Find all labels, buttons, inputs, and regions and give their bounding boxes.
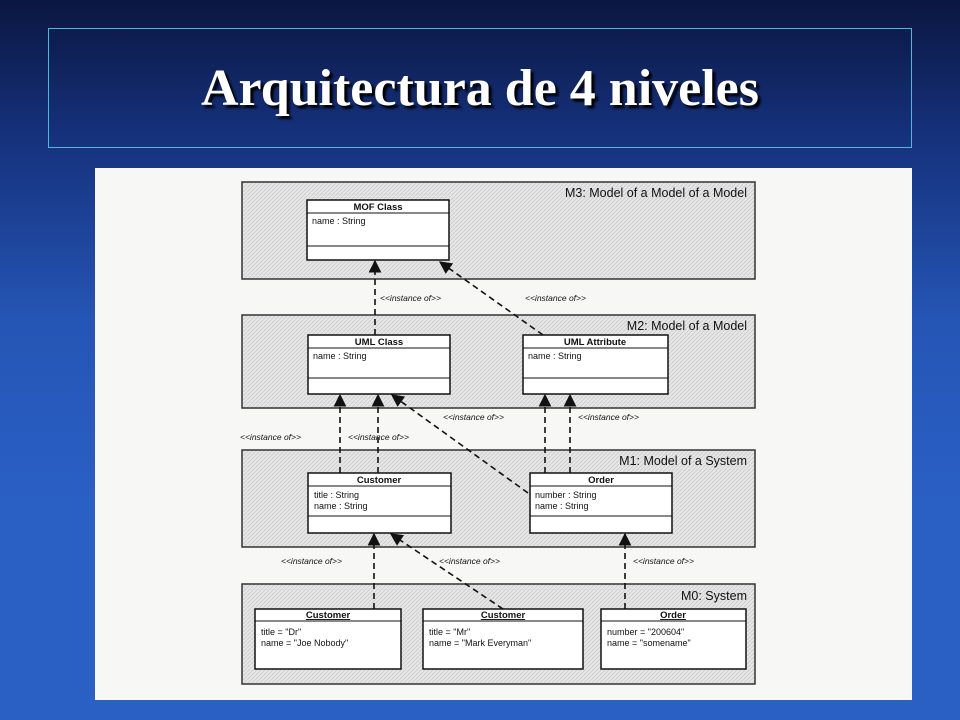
instance-of-label: <<instance of>>: [281, 556, 342, 566]
level-m3-label: M3: Model of a Model of a Model: [564, 186, 747, 200]
class-mof-class: [307, 200, 449, 260]
instance-of-label: <<instance of>>: [240, 432, 301, 442]
level-m0-label: M0: System: [681, 589, 747, 603]
object-customer-mr: [423, 609, 583, 669]
object-order: [601, 609, 746, 669]
object-slot: name = "somename": [607, 638, 691, 648]
class-name: MOF Class: [353, 202, 403, 213]
class-attribute: title : String: [314, 490, 360, 500]
object-customer-dr: [255, 609, 401, 669]
class-name: Order: [588, 475, 614, 486]
class-attribute: name : String: [313, 351, 367, 361]
class-name: Customer: [356, 475, 402, 486]
class-uml-attribute: [523, 335, 668, 394]
level-m2-label: M2: Model of a Model: [626, 319, 747, 333]
instance-of-label: <<instance of>>: [525, 293, 586, 303]
object-name: Customer: [480, 610, 526, 621]
level-m1-label: M1: Model of a System: [619, 454, 747, 468]
class-name: UML Attribute: [563, 337, 627, 348]
object-slot: title = "Dr": [261, 627, 302, 637]
object-name: Customer: [305, 610, 351, 621]
class-attribute: name : String: [314, 501, 368, 511]
object-slot: number = "200604": [607, 627, 685, 637]
class-uml-class: [308, 335, 450, 394]
object-slot: name = "Mark Everyman": [429, 638, 532, 648]
title-box: [48, 28, 912, 148]
instance-of-label: <<instance of>>: [443, 412, 504, 422]
slide-title: Arquitectura de 4 niveles: [201, 59, 759, 117]
object-name: Order: [660, 610, 686, 621]
class-attribute: name : String: [528, 351, 582, 361]
class-name: UML Class: [354, 337, 404, 348]
class-attribute: name : String: [535, 501, 589, 511]
object-slot: name = "Joe Nobody": [261, 638, 349, 648]
class-order: [530, 473, 672, 533]
instance-of-label: <<instance of>>: [439, 556, 500, 566]
mof-architecture-diagram: [95, 168, 912, 700]
instance-of-label: <<instance of>>: [380, 293, 441, 303]
instance-of-label: <<instance of>>: [348, 432, 409, 442]
class-attribute: name : String: [312, 216, 366, 226]
class-customer: [308, 473, 451, 533]
object-slot: title = "Mr": [429, 627, 471, 637]
diagram-canvas: [95, 168, 912, 700]
instance-of-label: <<instance of>>: [578, 412, 639, 422]
class-attribute: number : String: [535, 490, 597, 500]
instance-of-label: <<instance of>>: [633, 556, 694, 566]
